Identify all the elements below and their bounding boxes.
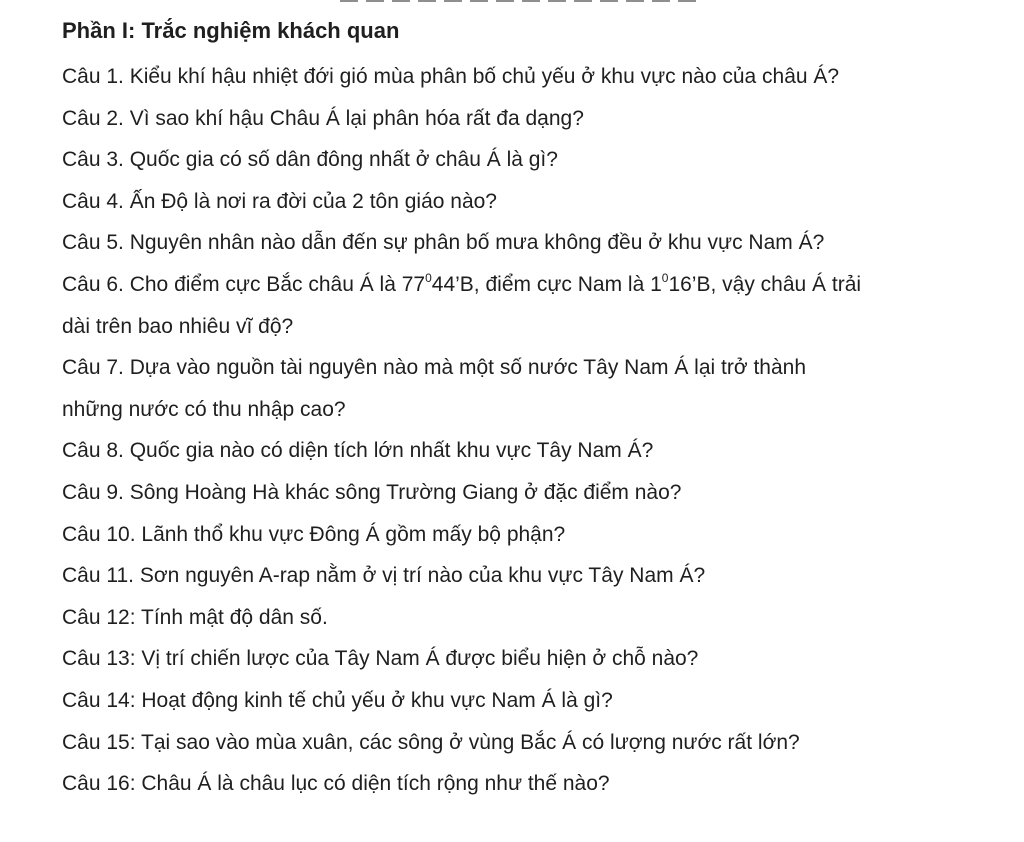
question-6-degree-2: 0 <box>661 270 669 285</box>
question-8: Câu 8. Quốc gia nào có diện tích lớn nhất khu vực Tây Nam Á? <box>62 439 654 463</box>
section-heading: Phần I: Trắc nghiệm khách quan <box>62 18 400 43</box>
question-1: Câu 1. Kiểu khí hậu nhiệt đới gió mùa phân bố chủ yếu ở khu vực nào của châu Á? <box>62 65 840 88</box>
question-6-degree-1: 0 <box>425 270 432 285</box>
question-9: Câu 9. Sông Hoàng Hà khác sông Trường Giang ở đặc điểm nào? <box>62 480 682 504</box>
question-4: Câu 4. Ấn Độ là nơi ra đời của 2 tôn giáo nào? <box>62 189 497 213</box>
question-3: Câu 3. Quốc gia có số dân đông nhất ở châu Á là gì? <box>62 148 558 172</box>
question-5: Câu 5. Nguyên nhân nào dẫn đến sự phân bố mưa không đều ở khu vực Nam Á? <box>62 231 825 255</box>
cropped-text-fragment <box>340 0 700 2</box>
question-6-text-c: 16’B, vậy châu Á trải <box>668 272 862 296</box>
question-11: Câu 11. Sơn nguyên A-rap nằm ở vị trí nào của khu vực Tây Nam Á? <box>62 564 706 588</box>
question-12: Câu 12: Tính mật độ dân số. <box>62 605 328 629</box>
question-14: Câu 14: Hoạt động kinh tế chủ yếu ở khu vực Nam Á là gì? <box>62 688 613 712</box>
question-6-text-b: 44’B, điểm cực Nam là 1 <box>431 272 662 296</box>
question-7-line-2: những nước có thu nhập cao? <box>62 397 346 421</box>
document-body <box>62 14 982 805</box>
question-2: Câu 2. Vì sao khí hậu Châu Á lại phân hóa rất đa dạng? <box>62 106 584 130</box>
question-16: Câu 16: Châu Á là châu lục có diện tích rộng như thế nào? <box>62 772 610 796</box>
question-6-line-2: dài trên bao nhiêu vĩ độ? <box>62 314 294 338</box>
question-6-line-1 <box>62 264 982 306</box>
question-10: Câu 10. Lãnh thổ khu vực Đông Á gồm mấy bộ phận? <box>62 522 566 546</box>
question-7-line-1: Câu 7. Dựa vào nguồn tài nguyên nào mà một số nước Tây Nam Á lại trở thành <box>62 356 806 380</box>
question-6-text-a: Câu 6. Cho điểm cực Bắc châu Á là 77 <box>62 272 426 296</box>
question-13: Câu 13: Vị trí chiến lược của Tây Nam Á được biểu hiện ở chỗ nào? <box>62 647 699 671</box>
question-15: Câu 15: Tại sao vào mùa xuân, các sông ở vùng Bắc Á có lượng nước rất lớn? <box>62 730 800 754</box>
